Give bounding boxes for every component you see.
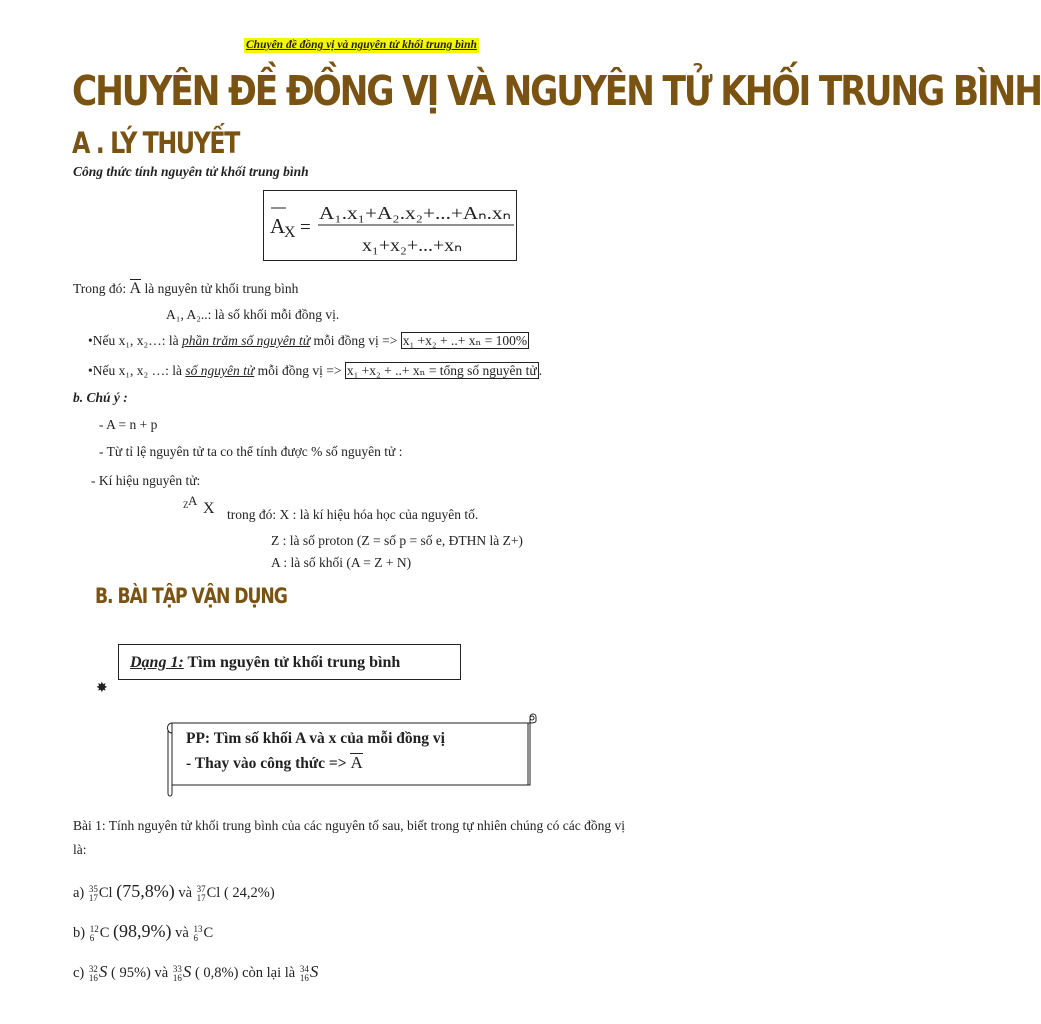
iso-el: S	[182, 962, 192, 981]
iso-z: 17	[88, 892, 98, 903]
formula-lhs: A	[270, 214, 286, 238]
dang1-heading	[130, 653, 400, 673]
atomic-symbol-x: X	[203, 500, 215, 517]
isotope-s32	[89, 965, 98, 983]
note-line-2: - Từ tỉ lệ nguyên tử ta co thể tính được % số nguyên tử :	[99, 444, 403, 459]
isotope-s34	[300, 965, 309, 983]
section-b-heading: B. BÀI TẬP VẬN DỤNG	[95, 584, 287, 608]
iso-pct: ( 24,2%)	[223, 885, 275, 901]
dang1-text: Tìm nguyên tử khối trung bình	[187, 654, 401, 671]
isotope-c13	[193, 925, 202, 943]
iso-z: 6	[193, 932, 198, 943]
atomic-symbol-z: Z	[183, 500, 189, 510]
dang1-label: Dạng 1:	[130, 654, 184, 671]
explain-bullet-1	[88, 332, 529, 350]
formula-caption: Công thức tính nguyên tử khối trung bình	[73, 164, 309, 179]
iso-pct: ( 0,8%)	[194, 965, 239, 981]
pp-line-2	[186, 753, 363, 775]
note-heading: b. Chú ý :	[73, 390, 128, 405]
formula-numerator: A₁.x₁+A₂.x₂+...+Aₙ.xₙ	[319, 203, 511, 223]
explain-symbol-a: A	[129, 280, 142, 297]
bullet1-boxed-formula: x₁ +x₂ + ..+ xₙ = 100%	[402, 333, 528, 348]
item-a-label: a)	[73, 885, 85, 901]
bullet1-emphasis: phần trăm số nguyên tử	[182, 333, 311, 348]
iso-mass: 37	[196, 883, 206, 894]
iso-mass: 13	[193, 923, 203, 934]
iso-pct: (75,8%)	[116, 881, 175, 901]
item-c-and: và	[154, 965, 169, 981]
bai1-line-1: Bài 1: Tính nguyên tử khối trung bình của các nguyên tố sau, biết trong tự nhiên chúng có các đồng vị	[73, 818, 626, 833]
iso-el: Cl	[98, 885, 113, 901]
note-line-5: Z : là số proton (Z = số p = số e, ĐTHN là Z+)	[271, 533, 523, 548]
item-b-and: và	[175, 925, 189, 941]
formula-denominator: x₁+x₂+...+xₙ	[362, 235, 462, 255]
formula-box	[263, 190, 517, 261]
iso-el: C	[99, 925, 110, 941]
item-c-label: c)	[73, 965, 85, 981]
explain-prefix: Trong đó:	[73, 281, 127, 296]
iso-mass: 12	[89, 923, 99, 934]
header-tag: Chuyên đề đồng vị và nguyên tử khối trung bình	[246, 39, 477, 51]
bai1-line-2: là:	[73, 842, 87, 857]
atomic-symbol-notation	[183, 493, 215, 517]
bai1-item-a	[73, 882, 275, 903]
note-line-6: A : là số khối (A = Z + N)	[271, 555, 412, 570]
iso-z: 16	[172, 972, 182, 983]
note-line-3: - Kí hiệu nguyên tử:	[91, 473, 201, 488]
iso-el: S	[309, 962, 319, 981]
isotope-s33	[173, 965, 182, 983]
iso-z: 17	[196, 892, 206, 903]
pp-line-1: PP: Tìm số khối A và x của mỗi đồng vị	[186, 730, 445, 747]
star-bullet-icon: ✸	[96, 681, 108, 696]
note-line-1: - A = n + p	[99, 417, 158, 432]
atomic-symbol-a: A	[188, 493, 198, 508]
iso-pct: (98,9%)	[113, 921, 172, 941]
iso-z: 16	[88, 972, 98, 983]
explain-line-1	[73, 279, 298, 298]
iso-mass: 33	[172, 963, 182, 974]
bullet2-emphasis: số nguyên tử	[185, 363, 255, 378]
iso-mass: 35	[88, 883, 98, 894]
bullet1-prefix: •Nếu x₁, x₂…: là	[88, 333, 179, 348]
formula-lhs-sub: X	[284, 224, 296, 241]
bullet2-end: .	[538, 363, 543, 378]
formula-equals: =	[300, 217, 311, 238]
explain-bullet-2	[88, 362, 542, 380]
iso-el: Cl	[206, 885, 221, 901]
bullet2-prefix: •Nếu x₁, x₂ …: là	[88, 363, 182, 378]
iso-el: S	[98, 962, 108, 981]
explain-suffix: là nguyên tử khối trung bình	[144, 281, 299, 296]
bai1-item-c	[73, 963, 318, 983]
section-a-heading: A . LÝ THUYẾT	[72, 126, 239, 160]
note-line-4: trong đó: X : là kí hiệu hóa học của nguyên tố.	[227, 507, 479, 522]
page-title: CHUYÊN ĐỀ ĐỒNG VỊ VÀ NGUYÊN TỬ KHỐI TRUNG BÌNH	[72, 67, 1041, 115]
bullet2-mid: mỗi đồng vị =>	[257, 363, 342, 378]
pp-scroll	[162, 711, 542, 802]
pp-line-2-text: - Thay vào công thức =>	[186, 755, 347, 772]
iso-pct: ( 95%)	[111, 965, 151, 981]
item-c-rest: còn lại là	[242, 965, 296, 981]
iso-z: 6	[89, 932, 95, 943]
isotope-cl35	[89, 885, 98, 903]
bullet2-boxed-formula: x₁ +x₂ + ..+ xₙ = tổng số nguyên tử	[346, 363, 537, 378]
iso-mass: 34	[299, 963, 309, 974]
atomic-symbol	[183, 493, 215, 518]
bullet1-mid: mỗi đồng vị =>	[313, 333, 398, 348]
explain-line-2: A₁, A₂..: là số khối mỗi đồng vị.	[166, 307, 340, 322]
isotope-cl37	[197, 885, 206, 903]
iso-z: 16	[299, 972, 309, 983]
item-b-label: b)	[73, 925, 86, 941]
isotope-c12	[90, 925, 99, 943]
pp-symbol-a: A	[350, 753, 363, 772]
item-a-and: và	[178, 885, 193, 901]
formula-svg	[264, 191, 518, 262]
bai1-item-b	[73, 922, 213, 943]
iso-mass: 32	[88, 963, 98, 974]
iso-el: C	[203, 925, 214, 941]
